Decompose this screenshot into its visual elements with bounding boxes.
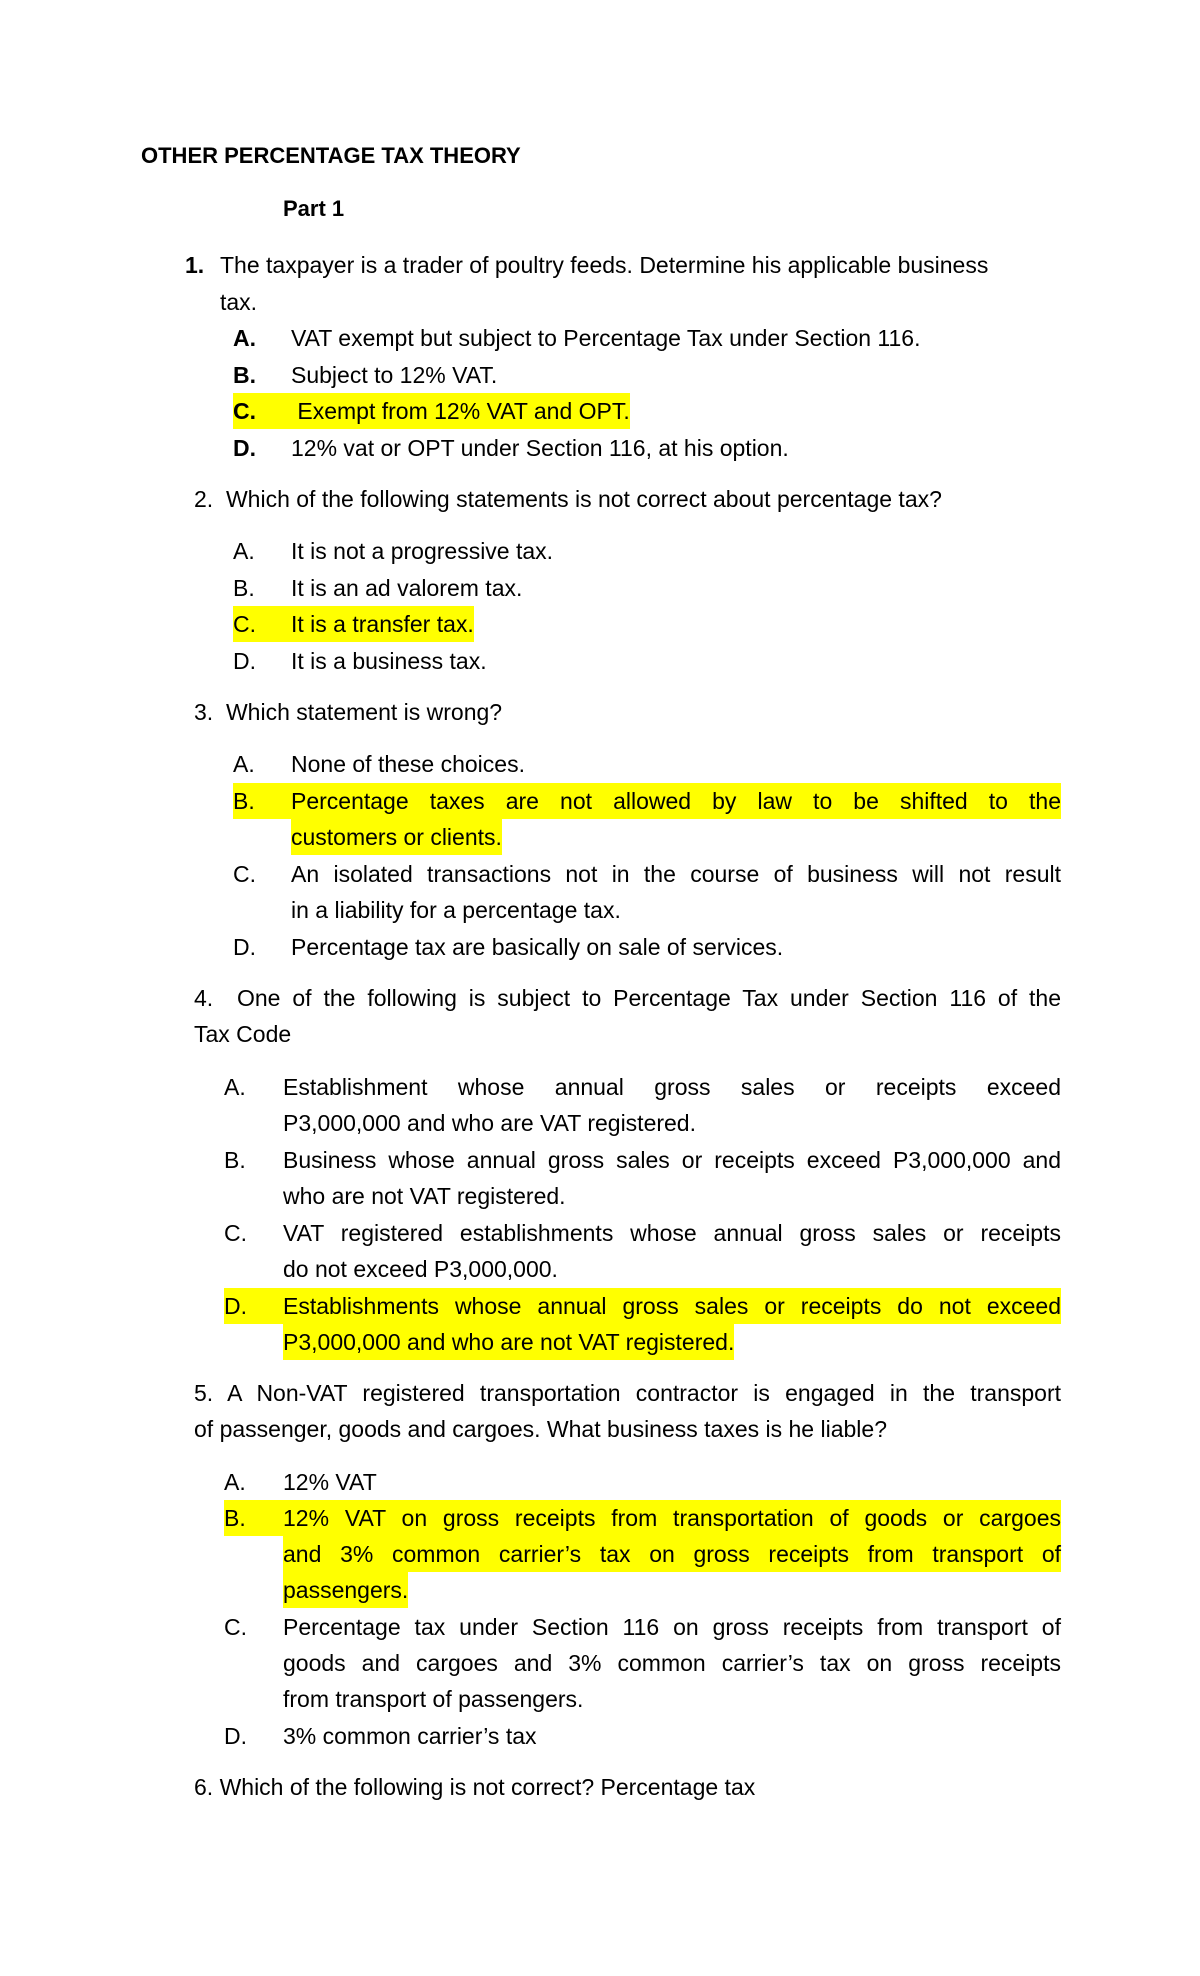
q4-option-c-text-line2: do not exceed P3,000,000. <box>283 1256 558 1282</box>
q4-option-b-letter: B. <box>224 1147 246 1173</box>
q2-option-a-letter: A. <box>233 538 255 564</box>
q2-option-a-text: It is not a progressive tax. <box>291 538 554 564</box>
q5-option-a-text: 12% VAT <box>283 1469 377 1495</box>
q4-option-a-text-line1: Establishment whose annual gross sales or receipts exceed <box>283 1074 1061 1100</box>
q1-option-c-letter: C. <box>233 393 291 429</box>
q2-option-c-letter: C. <box>233 606 291 642</box>
q3-option-a-letter: A. <box>233 751 255 777</box>
q4-option-d-text-line2: P3,000,000 and who are not VAT registered. <box>283 1324 734 1360</box>
q4-option-d-text-line1: Establishments whose annual gross sales or receipts do not exceed <box>283 1288 1061 1324</box>
q5-option-c-text-line3: from transport of passengers. <box>283 1686 584 1712</box>
q4-option-b-text-line2: who are not VAT registered. <box>283 1183 566 1209</box>
q2-text: 2. Which of the following statements is not correct about percentage tax? <box>194 486 942 512</box>
q5-text-line2: of passenger, goods and cargoes. What business taxes is he liable? <box>194 1416 887 1442</box>
document-title: OTHER PERCENTAGE TAX THEORY <box>141 143 521 168</box>
q3-option-b-text-line2: customers or clients. <box>291 819 502 855</box>
q4-text-line2: Tax Code <box>194 1021 292 1047</box>
q1-option-c-text: Exempt from 12% VAT and OPT. <box>291 393 630 429</box>
q5-option-c-text-line2: goods and cargoes and 3% common carrier’s tax on gross receipts <box>283 1650 1061 1676</box>
q5-option-b-text-line2: and 3% common carrier’s tax on gross receipts from transport of <box>283 1536 1061 1572</box>
q5-option-c-text-line1: Percentage tax under Section 116 on gross receipts from transport of <box>283 1614 1061 1640</box>
q5-option-c-letter: C. <box>224 1614 247 1640</box>
q1-option-b-letter: B. <box>233 362 256 388</box>
q5-option-b-text-line3: passengers. <box>283 1572 408 1608</box>
q4-option-d-letter: D. <box>224 1288 283 1324</box>
q5-option-b-letter: B. <box>224 1500 283 1536</box>
q3-option-c-text-line1: An isolated transactions not in the course of business will not result <box>291 861 1061 887</box>
q1-text-line2: tax. <box>220 289 258 315</box>
q2-option-c-text: It is a transfer tax. <box>291 606 474 642</box>
q1-option-b-text: Subject to 12% VAT. <box>291 362 498 388</box>
q4-option-c-letter: C. <box>224 1220 247 1246</box>
q3-option-d-letter: D. <box>233 934 256 960</box>
q5-option-d-text: 3% common carrier’s tax <box>283 1723 537 1749</box>
q5-text-line1: 5. A Non-VAT registered transportation contractor is engaged in the transport <box>194 1380 1061 1406</box>
q2-option-b-text: It is an ad valorem tax. <box>291 575 523 601</box>
q2-option-b-letter: B. <box>233 575 255 601</box>
q1-option-a-letter: A. <box>233 325 256 351</box>
q3-text: 3. Which statement is wrong? <box>194 699 503 725</box>
q3-option-c-letter: C. <box>233 861 256 887</box>
q5-option-d-letter: D. <box>224 1723 247 1749</box>
q4-option-b-text-line1: Business whose annual gross sales or receipts exceed P3,000,000 and <box>283 1147 1061 1173</box>
q1-option-d-letter: D. <box>233 435 256 461</box>
q1-option-d-text: 12% vat or OPT under Section 116, at his option. <box>291 435 789 461</box>
q3-option-b-letter: B. <box>233 783 291 819</box>
q1-number: 1. <box>185 252 205 278</box>
q2-option-d-text: It is a business tax. <box>291 648 487 674</box>
q2-option-d-letter: D. <box>233 648 256 674</box>
q5-option-a-letter: A. <box>224 1469 246 1495</box>
q3-option-b-text-line1: Percentage taxes are not allowed by law to be shifted to the <box>291 783 1061 819</box>
part-heading: Part 1 <box>283 196 345 221</box>
q4-text-line1: 4. One of the following is subject to Percentage Tax under Section 116 of the <box>194 985 1061 1011</box>
q4-option-a-letter: A. <box>224 1074 246 1100</box>
q3-option-d-text: Percentage tax are basically on sale of services. <box>291 934 784 960</box>
q3-option-c-text-line2: in a liability for a percentage tax. <box>291 897 621 923</box>
q1-option-a-text: VAT exempt but subject to Percentage Tax under Section 116. <box>291 325 921 351</box>
q3-option-a-text: None of these choices. <box>291 751 525 777</box>
q5-option-b-text-line1: 12% VAT on gross receipts from transportation of goods or cargoes <box>283 1500 1061 1536</box>
q4-option-a-text-line2: P3,000,000 and who are VAT registered. <box>283 1110 696 1136</box>
q1-text-line1: The taxpayer is a trader of poultry feeds. Determine his applicable business <box>220 252 989 278</box>
q4-option-c-text-line1: VAT registered establishments whose annual gross sales or receipts <box>283 1220 1061 1246</box>
q6-text: 6. Which of the following is not correct? Percentage tax <box>194 1774 756 1800</box>
